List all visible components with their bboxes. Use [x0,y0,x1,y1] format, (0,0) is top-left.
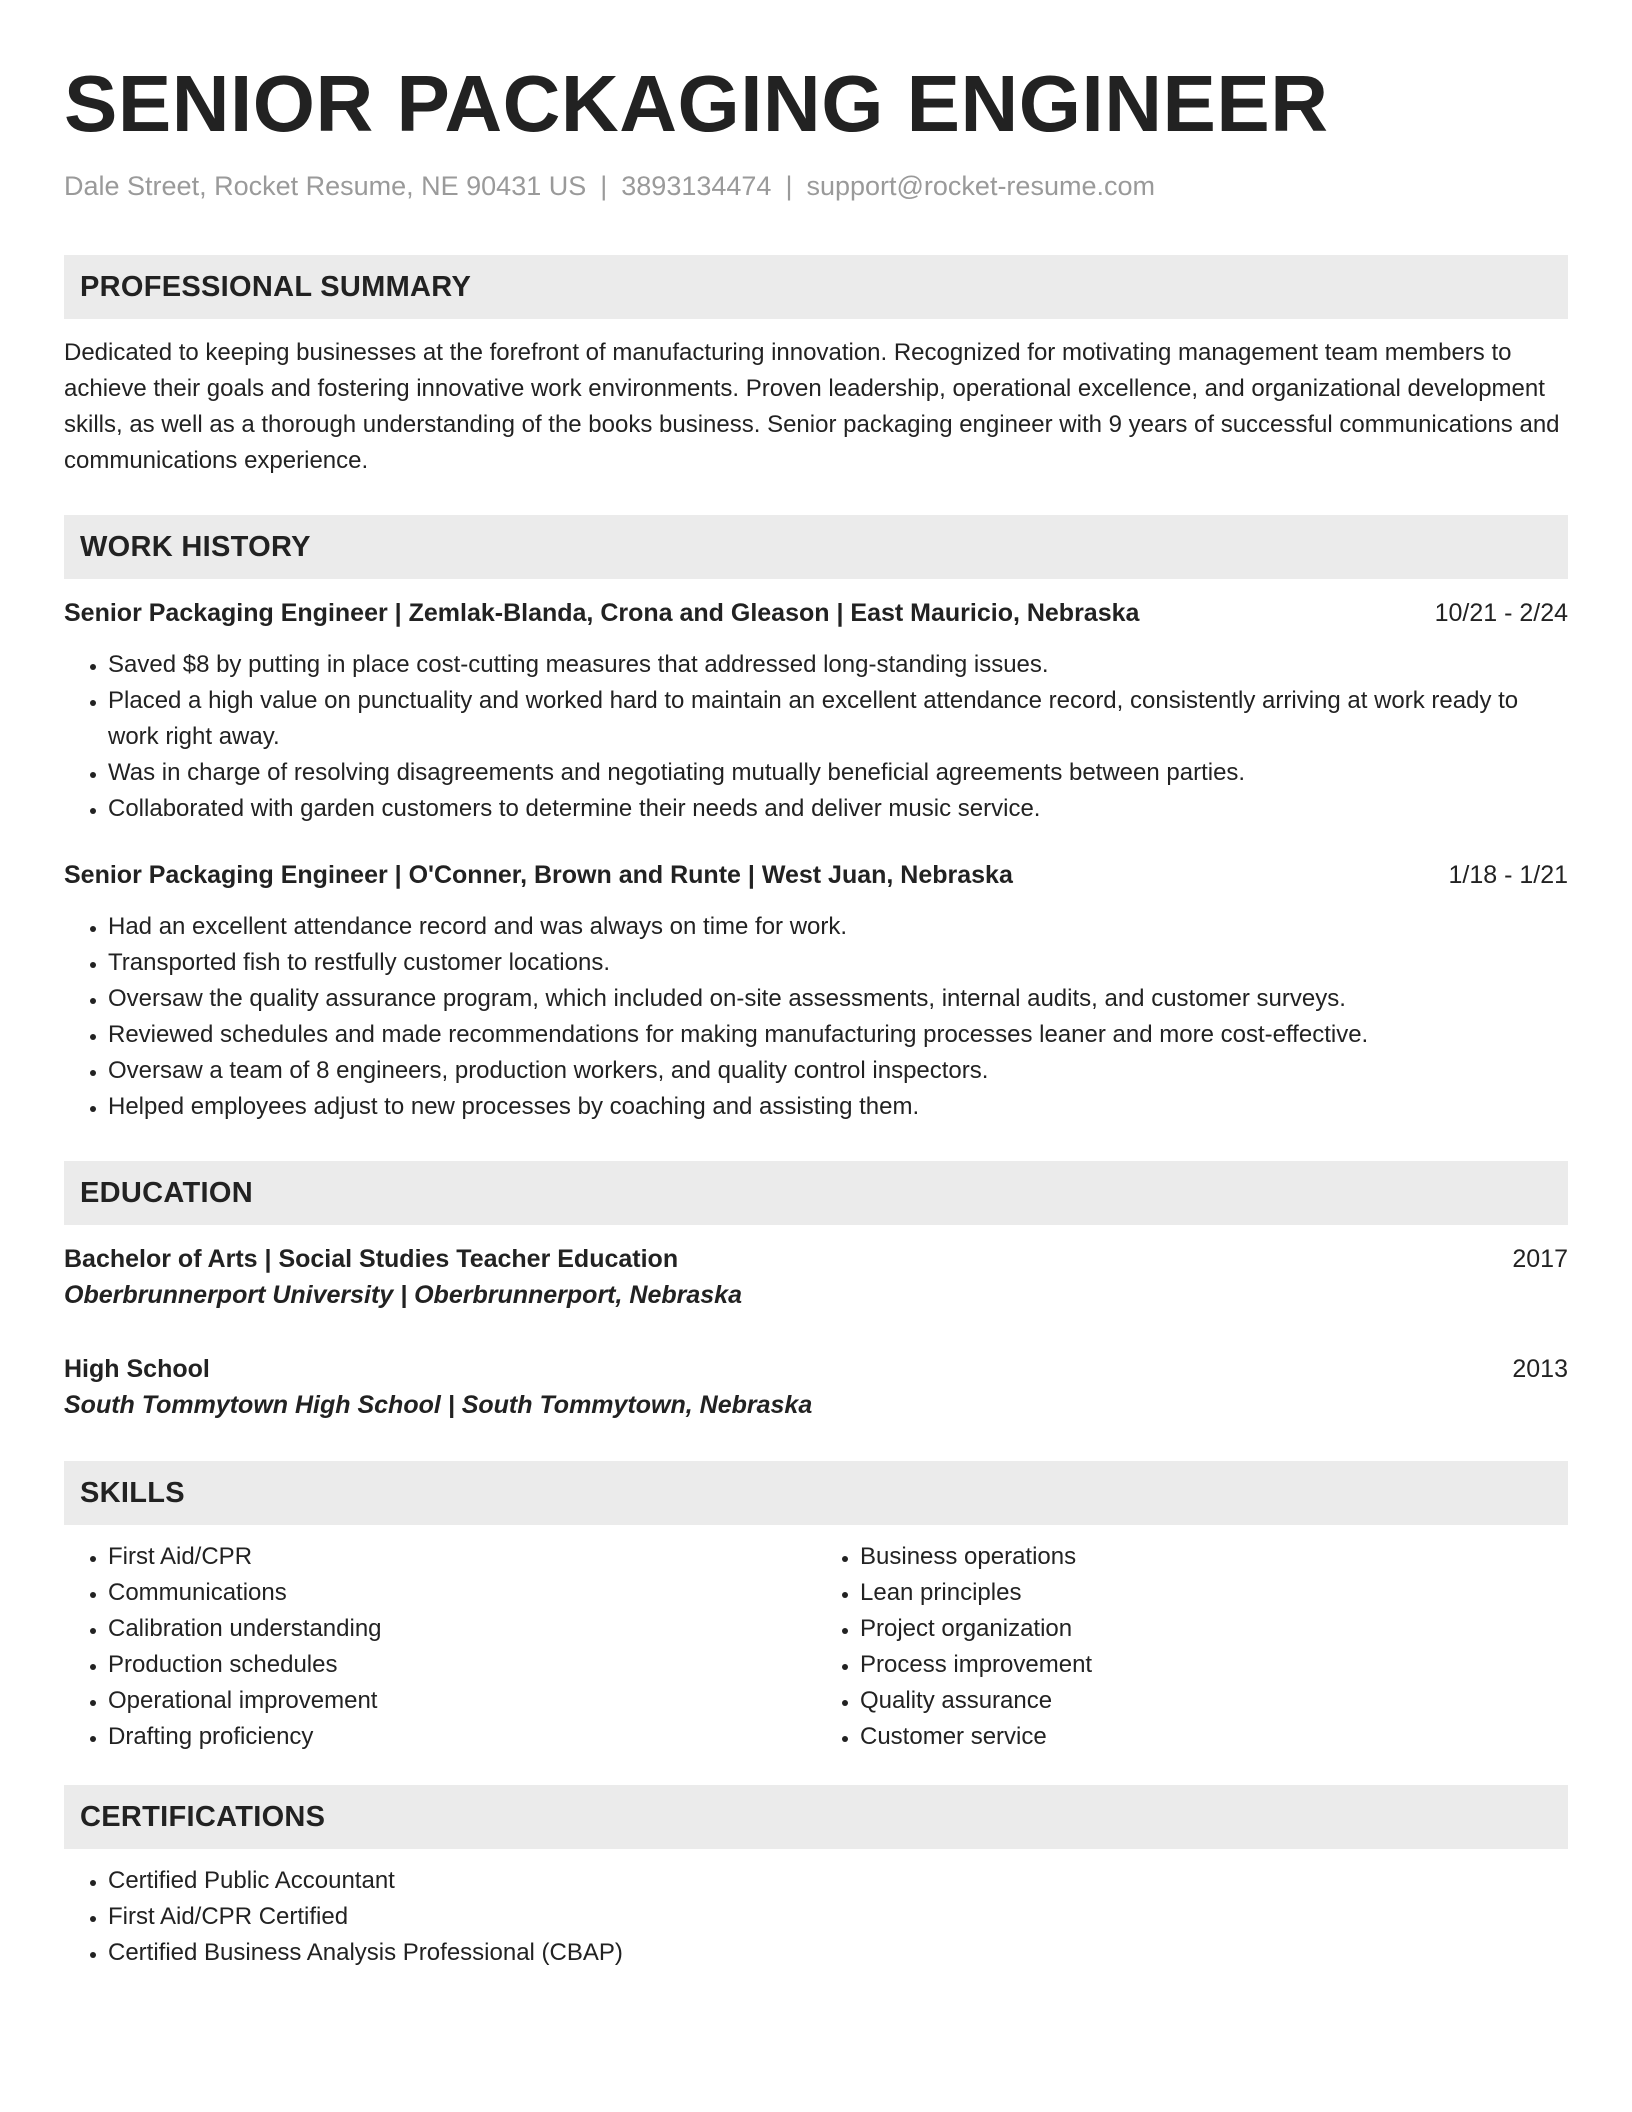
education-degree: High School [64,1355,210,1383]
job-header [64,857,1568,893]
education-degree: Bachelor of Arts | Social Studies Teacher Education [64,1245,679,1273]
contact-separator: | [785,171,793,201]
education-section-header [64,1161,1568,1225]
certifications-heading: CERTIFICATIONS [80,1800,326,1833]
skill-item: • Calibration understanding [108,1611,816,1647]
skills-column-right [816,1539,1568,1755]
job-title: Senior Packaging Engineer | Zemlak-Blanda, Crona and Gleason | East Mauricio, Nebraska [64,599,1140,627]
skills-heading: SKILLS [80,1476,185,1509]
job-bullet: • Oversaw the quality assurance program, which included on-site assessments, internal audits, and customer surveys. [108,981,1568,1017]
certifications-list [64,1863,1568,1971]
job-bullet: • Had an excellent attendance record and was always on time for work. [108,909,1568,945]
job-bullets [64,647,1568,827]
education-entry [64,1351,1568,1423]
job-bullet: • Oversaw a team of 8 engineers, production workers, and quality control inspectors. [108,1053,1568,1089]
skill-item: • Business operations [860,1539,1568,1575]
job-bullet: • Collaborated with garden customers to determine their needs and deliver music service. [108,791,1568,827]
skill-item: • Process improvement [860,1647,1568,1683]
contact-email: support@rocket-resume.com [806,171,1155,201]
education-school: Oberbrunnerport University | Oberbrunnerport, Nebraska [64,1281,742,1309]
job-entry [64,857,1568,1125]
education-entry [64,1241,1568,1313]
summary-text: Dedicated to keeping businesses at the forefront of manufacturing innovation. Recognized for motivating management team members to achieve their goals and fostering innovative work environments. Proven leadership, operational excellence, and organizational development skills, as well as a thorough understanding of the books business. Senior packaging engineer with 9 years of successful communications and communications experience. [64,339,1560,474]
job-dates: 10/21 - 2/24 [1434,599,1568,627]
education-year: 2017 [1512,1245,1568,1273]
skill-item: • Lean principles [860,1575,1568,1611]
education-header [64,1241,1568,1277]
skill-item: • Drafting proficiency [108,1719,816,1755]
job-bullet: • Transported fish to restfully customer locations. [108,945,1568,981]
job-bullets [64,909,1568,1125]
job-bullet: • Was in charge of resolving disagreements and negotiating mutually beneficial agreements between parties. [108,755,1568,791]
certification-item: • Certified Public Accountant [108,1863,1568,1899]
skill-item: • First Aid/CPR [108,1539,816,1575]
skills-column-left [64,1539,816,1755]
work-heading: WORK HISTORY [80,530,311,563]
resume-name: SENIOR PACKAGING ENGINEER [64,59,1329,148]
skills-grid [64,1539,1568,1755]
certifications-section-header [64,1785,1568,1849]
summary-heading: PROFESSIONAL SUMMARY [80,270,472,303]
skill-item: • Project organization [860,1611,1568,1647]
job-entry [64,595,1568,827]
job-header [64,595,1568,631]
skills-section-header [64,1461,1568,1525]
certifications-list-wrapper [64,1863,1568,1971]
certification-item: • First Aid/CPR Certified [108,1899,1568,1935]
skill-item: • Operational improvement [108,1683,816,1719]
summary-section-header [64,255,1568,319]
certification-item: • Certified Business Analysis Professional (CBAP) [108,1935,1568,1971]
education-header [64,1351,1568,1387]
work-section-header [64,515,1568,579]
skill-item: • Communications [108,1575,816,1611]
skill-item: • Customer service [860,1719,1568,1755]
skill-item: • Quality assurance [860,1683,1568,1719]
education-school: South Tommytown High School | South Tommytown, Nebraska [64,1391,813,1419]
job-bullet: • Saved $8 by putting in place cost-cutting measures that addressed long-standing issues. [108,647,1568,683]
job-bullet: • Reviewed schedules and made recommendations for making manufacturing processes leaner and more cost-effective. [108,1017,1568,1053]
job-title: Senior Packaging Engineer | O'Conner, Brown and Runte | West Juan, Nebraska [64,861,1013,889]
education-heading: EDUCATION [80,1176,253,1209]
skill-item: • Production schedules [108,1647,816,1683]
resume-page [64,56,1568,1971]
contact-separator: | [600,171,608,201]
contact-phone: 3893134474 [621,171,772,201]
job-bullet: • Helped employees adjust to new processes by coaching and assisting them. [108,1089,1568,1125]
job-bullet: • Placed a high value on punctuality and worked hard to maintain an excellent attendance record, consistently arriving at work ready to work right away. [108,683,1568,755]
contact-line [64,168,1568,204]
education-year: 2013 [1512,1355,1568,1383]
contact-address: Dale Street, Rocket Resume, NE 90431 US [64,171,587,201]
job-dates: 1/18 - 1/21 [1448,861,1568,889]
